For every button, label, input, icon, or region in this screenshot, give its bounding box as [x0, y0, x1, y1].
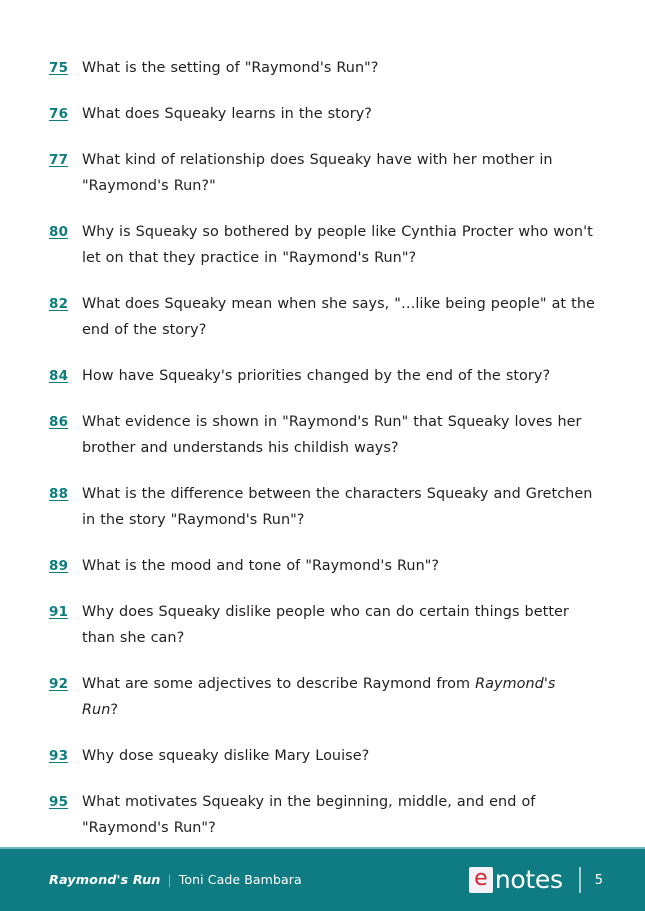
footer-branding: [469, 864, 603, 894]
question-number-link[interactable]: 75: [49, 60, 69, 76]
question-text: What is the mood and tone of "Raymond's Run"?: [82, 558, 440, 574]
question-item: [49, 481, 595, 533]
question-item: [49, 147, 595, 199]
question-item: [49, 743, 595, 769]
question-text: What is the difference between the characters Squeaky and Gretchen in the story "Raymond's Run"?: [82, 486, 593, 528]
question-item: [49, 789, 595, 841]
question-text: Why is Squeaky so bothered by people like Cynthia Procter who won't let on that they practice in "Raymond's Run"?: [82, 224, 593, 266]
question-number-link[interactable]: 77: [49, 152, 69, 168]
question-text-segment: What are some adjectives to describe Raymond from: [82, 676, 476, 692]
question-number-link[interactable]: 84: [49, 368, 69, 384]
question-number-link[interactable]: 93: [49, 748, 69, 764]
enotes-logo[interactable]: [469, 864, 563, 894]
question-item: [49, 599, 595, 651]
question-text: What kind of relationship does Squeaky have with her mother in "Raymond's Run?": [82, 152, 553, 194]
question-text: What does Squeaky mean when she says, "…like being people" at the end of the story?: [82, 296, 595, 338]
question-number-link[interactable]: 82: [49, 296, 69, 312]
question-item: [49, 219, 595, 271]
question-item: [49, 291, 595, 343]
question-text: Why does Squeaky dislike people who can do certain things better than she can?: [82, 604, 569, 646]
page-number: 5: [594, 872, 603, 888]
question-text-title-italic: Raymond's Run: [82, 676, 556, 718]
question-text: Why dose squeaky dislike Mary Louise?: [82, 748, 370, 764]
question-item: [49, 553, 595, 579]
question-item: [49, 55, 595, 81]
question-text: What evidence is shown in "Raymond's Run" that Squeaky loves her brother and understands his childish ways?: [82, 414, 582, 456]
question-number-link[interactable]: 95: [49, 794, 69, 810]
enotes-logo-e-icon: e: [469, 867, 493, 893]
footer-author-name: Toni Cade Bambara: [178, 872, 302, 887]
question-number-link[interactable]: 88: [49, 486, 69, 502]
question-number-link[interactable]: 89: [49, 558, 69, 574]
question-item: [49, 363, 595, 389]
question-item: [49, 101, 595, 127]
question-text: What is the setting of "Raymond's Run"?: [82, 60, 379, 76]
question-number-link[interactable]: 76: [49, 106, 69, 122]
question-number-link[interactable]: 92: [49, 676, 69, 692]
question-item: [49, 671, 595, 723]
enotes-logo-wordmark: notes: [494, 864, 563, 894]
question-number-link[interactable]: 80: [49, 224, 69, 240]
page-footer: [0, 847, 645, 911]
question-text: What does Squeaky learns in the story?: [82, 106, 372, 122]
question-text: [82, 671, 595, 723]
footer-divider: [579, 867, 581, 893]
footer-work-title: Raymond's Run: [49, 873, 161, 888]
question-text: What motivates Squeaky in the beginning, middle, and end of "Raymond's Run"?: [82, 794, 536, 836]
question-text-segment-tail: ?: [110, 702, 119, 718]
question-number-link[interactable]: 91: [49, 604, 69, 620]
question-number-link[interactable]: 86: [49, 414, 69, 430]
question-item: [49, 409, 595, 461]
footer-citation: [49, 872, 302, 888]
footer-separator: |: [167, 872, 172, 887]
question-text: How have Squeaky's priorities changed by the end of the story?: [82, 368, 551, 384]
